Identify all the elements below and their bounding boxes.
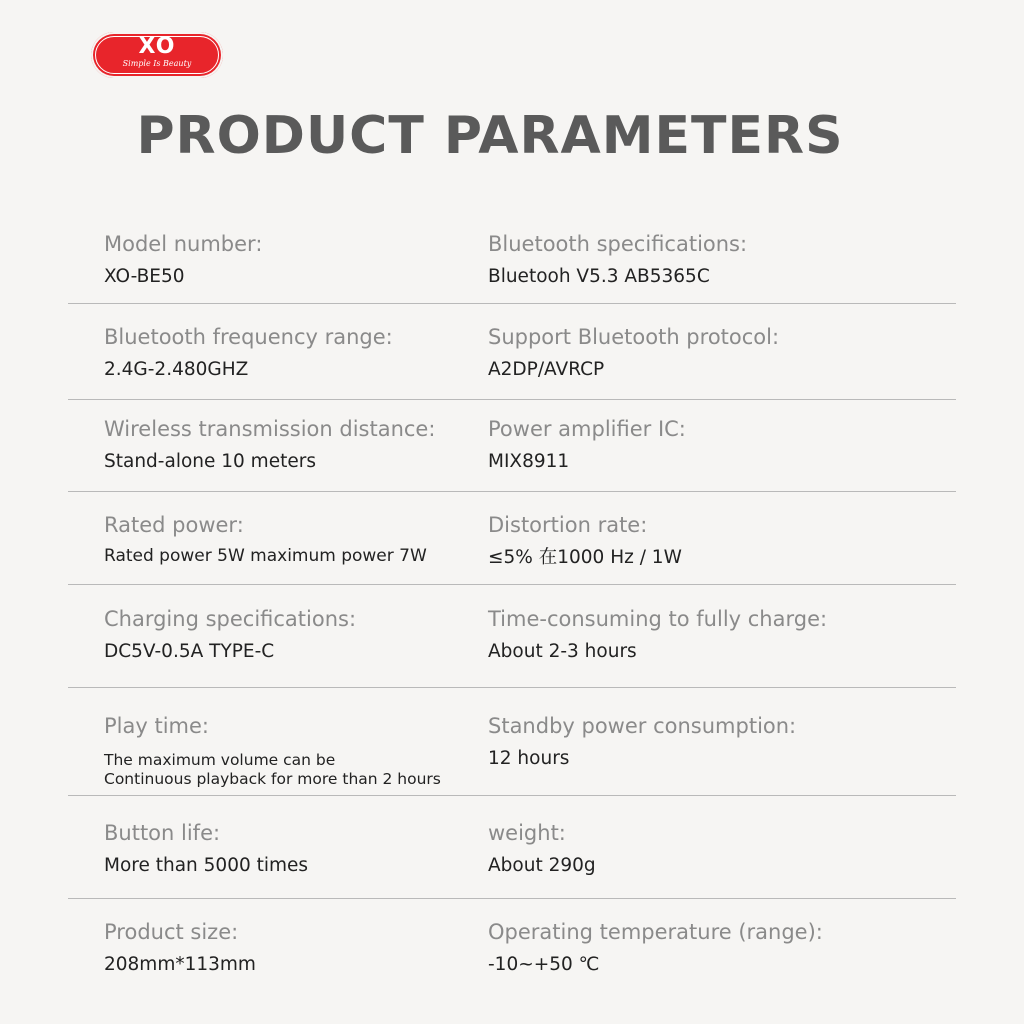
spec-label: Support Bluetooth protocol: <box>488 325 780 349</box>
spec-row <box>68 400 956 492</box>
spec-cell <box>104 416 484 474</box>
spec-cell <box>488 324 948 382</box>
spec-value: -10~+50 ℃ <box>488 954 600 975</box>
xo-logo <box>91 32 223 78</box>
spec-label: weight: <box>488 821 566 845</box>
spec-value: Stand-alone 10 meters <box>104 451 316 472</box>
spec-cell <box>104 231 484 289</box>
spec-value: A2DP/AVRCP <box>488 359 605 380</box>
spec-value: DC5V-0.5A TYPE-C <box>104 641 275 662</box>
spec-label: Operating temperature (range): <box>488 920 823 944</box>
spec-cell <box>488 820 948 878</box>
spec-cell <box>488 606 948 664</box>
page-title: PRODUCT PARAMETERS <box>136 106 844 166</box>
spec-cell <box>104 820 484 878</box>
spec-row <box>68 585 956 688</box>
spec-cell <box>104 512 484 566</box>
spec-row <box>68 304 956 400</box>
spec-value: ≤5% 在1000 Hz / 1W <box>488 547 682 568</box>
spec-value: MIX8911 <box>488 451 570 472</box>
spec-label: Model number: <box>104 232 263 256</box>
spec-value: XO-BE50 <box>104 266 185 287</box>
spec-cell <box>104 919 484 977</box>
spec-row <box>68 796 956 899</box>
spec-value: More than 5000 times <box>104 855 309 876</box>
spec-row <box>68 492 956 585</box>
spec-row <box>68 899 956 999</box>
spec-label: Power amplifier IC: <box>488 417 686 441</box>
spec-value: Bluetooh V5.3 AB5365C <box>488 266 710 287</box>
spec-value: About 290g <box>488 855 596 876</box>
spec-label: Time-consuming to fully charge: <box>488 607 828 631</box>
spec-value-line: The maximum volume can be <box>104 751 336 769</box>
spec-cell <box>488 919 948 977</box>
spec-cell <box>488 713 948 771</box>
spec-row <box>68 228 956 304</box>
spec-cell <box>104 606 484 664</box>
spec-row <box>68 688 956 796</box>
spec-value-line: Continuous playback for more than 2 hours <box>104 770 441 788</box>
spec-label: Distortion rate: <box>488 513 648 537</box>
spec-label: Wireless transmission distance: <box>104 417 436 441</box>
spec-value: 208mm*113mm <box>104 954 256 975</box>
spec-cell <box>104 713 484 789</box>
spec-cell <box>488 512 948 570</box>
spec-label: Standby power consumption: <box>488 714 797 738</box>
spec-cell <box>488 231 948 289</box>
spec-cell <box>488 416 948 474</box>
logo-tagline: Simple Is Beauty <box>122 59 192 68</box>
spec-label: Bluetooth specifications: <box>488 232 748 256</box>
logo-mark: XO <box>138 34 176 59</box>
spec-value: 12 hours <box>488 748 570 769</box>
spec-label: Play time: <box>104 714 209 738</box>
spec-value: Rated power 5W maximum power 7W <box>104 546 427 566</box>
spec-value: 2.4G-2.480GHZ <box>104 359 249 380</box>
spec-cell <box>104 324 484 382</box>
spec-label: Charging specifications: <box>104 607 357 631</box>
spec-label: Button life: <box>104 821 221 845</box>
spec-value: About 2-3 hours <box>488 641 637 662</box>
spec-label: Product size: <box>104 920 239 944</box>
spec-label: Rated power: <box>104 513 244 537</box>
spec-label: Bluetooth frequency range: <box>104 325 393 349</box>
